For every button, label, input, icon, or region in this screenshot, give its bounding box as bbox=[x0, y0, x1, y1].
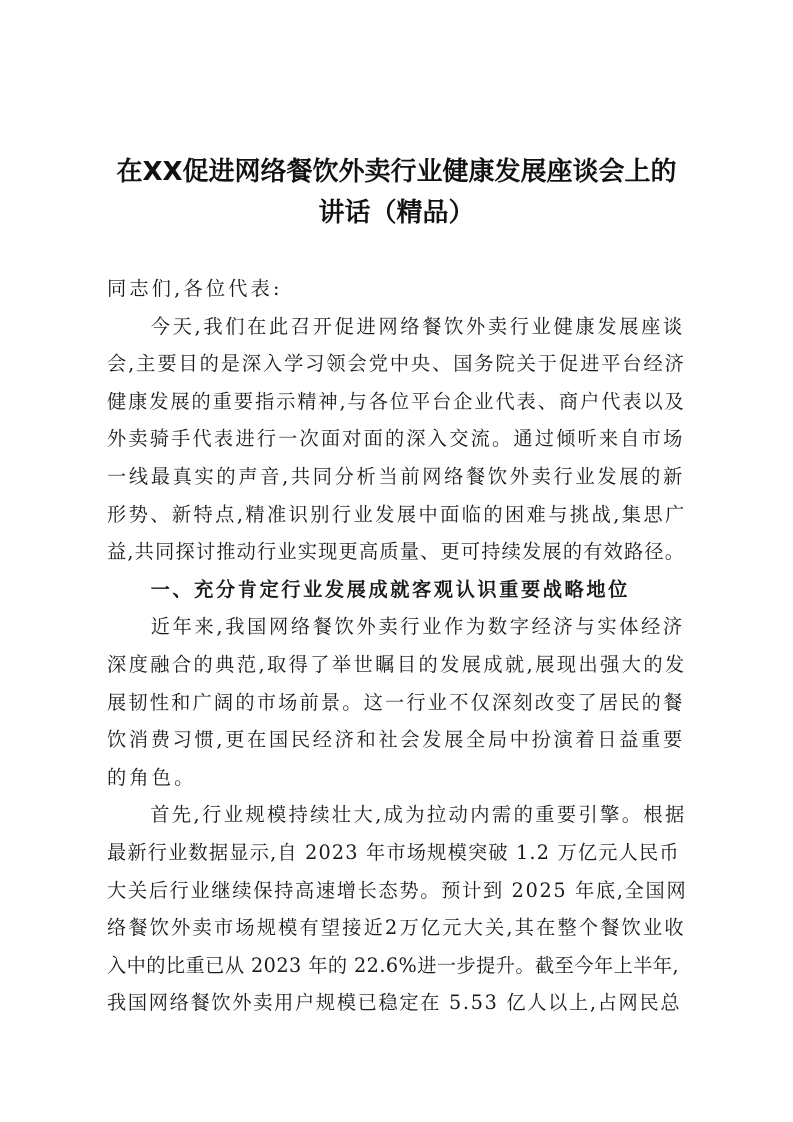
body-text-line: 络餐饮外卖市场规模有望接近2万亿元大关,其在整个餐饮业收 bbox=[107, 916, 686, 940]
body-text-line: 大关后行业继续保持高速增长态势。预计到 2025 年底,全国网 bbox=[107, 878, 688, 902]
body-text-line: 近年来,我国网络餐饮外卖行业作为数字经济与实体经济 bbox=[107, 615, 685, 639]
body-text-line: 益,共同探讨推动行业实现更高质量、更可持续发展的有效路径。 bbox=[107, 540, 686, 564]
body-text-line: 同志们,各位代表: bbox=[107, 277, 283, 300]
body-text-line: 饮消费习惯,更在国民经济和社会发展全局中扮演着日益重要 bbox=[107, 728, 685, 752]
body-text-line: 形势、新特点,精准识别行业发展中面临的困难与挑战,集思广 bbox=[107, 502, 687, 526]
section-heading: 一、充分肯定行业发展成就客观认识重要战略地位 bbox=[107, 577, 630, 601]
document-title-line-2: 讲话（精品） bbox=[318, 198, 475, 228]
body-text-line: 展韧性和广阔的市场前景。这一行业不仅深刻改变了居民的餐 bbox=[107, 690, 685, 714]
body-text-line: 最新行业数据显示,自 2023 年市场规模突破 1.2 万亿元人民币 bbox=[107, 841, 680, 864]
body-text-line: 的角色。 bbox=[107, 765, 197, 789]
body-text-line: 深度融合的典范,取得了举世瞩目的发展成就,展现出强大的发 bbox=[107, 653, 687, 676]
body-text-line: 我国网络餐饮外卖用户规模已稳定在 5.53 亿人以上,占网民总 bbox=[107, 991, 682, 1015]
body-text-line: 一线最真实的声音,共同分析当前网络餐饮外卖行业发展的新 bbox=[107, 465, 685, 488]
body-text-line: 首先,行业规模持续壮大,成为拉动内需的重要引擎。根据 bbox=[107, 803, 687, 827]
body-text-line: 外卖骑手代表进行一次面对面的深入交流。通过倾听来自市场 bbox=[107, 427, 685, 451]
body-text-line: 会,主要目的是深入学习领会党中央、国务院关于促进平台经济 bbox=[107, 352, 686, 376]
document-title-line-1: 在XX促进网络餐饮外卖行业健康发展座谈会上的 bbox=[116, 157, 677, 187]
body-text-line: 入中的比重已从 2023 年的 22.6%进一步提升。截至今年上半年, bbox=[107, 953, 680, 977]
body-text-line: 健康发展的重要指示精神,与各位平台企业代表、商户代表以及 bbox=[107, 389, 686, 413]
body-text-line: 今天,我们在此召开促进网络餐饮外卖行业健康发展座谈 bbox=[107, 314, 685, 338]
